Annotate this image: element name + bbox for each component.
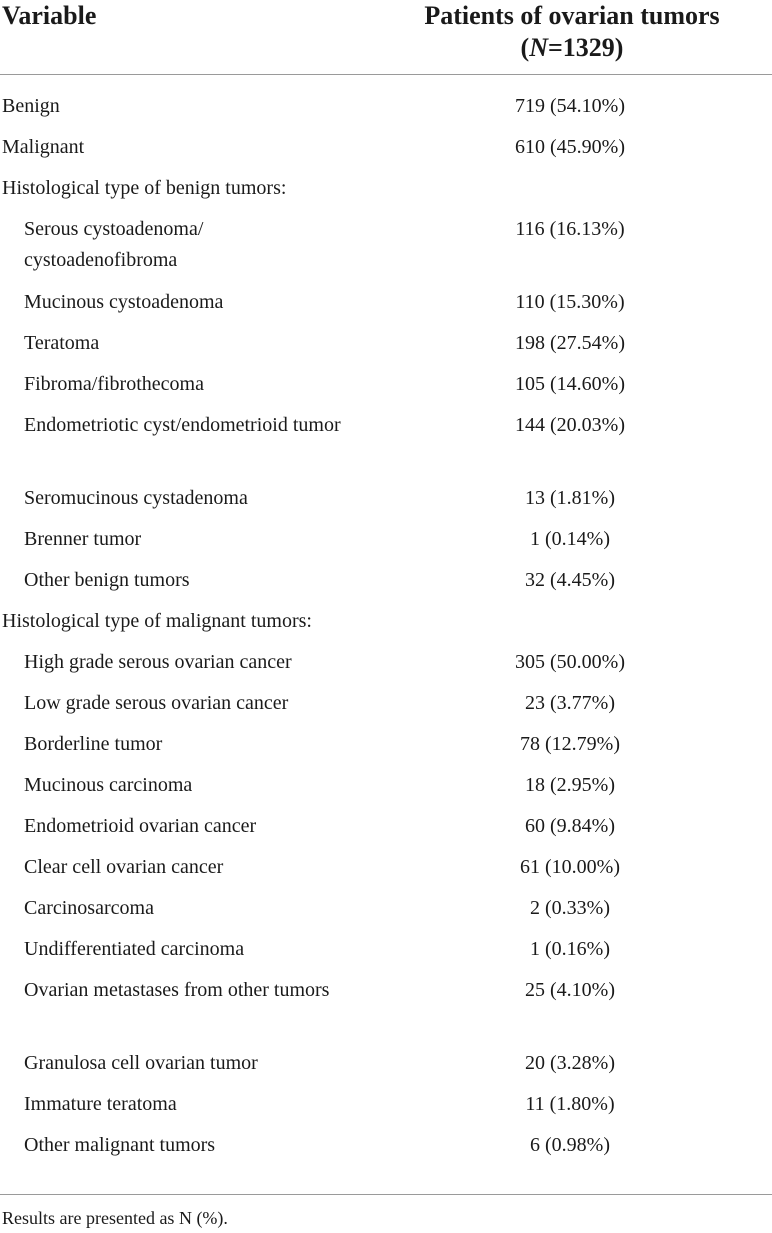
table-row	[0, 132, 772, 173]
row-label: Mucinous carcinoma	[24, 774, 193, 796]
table-row-subtype	[0, 975, 772, 1048]
table-row-subtype	[0, 565, 772, 606]
table-row-subtype	[0, 214, 772, 287]
row-value: 1 (0.14%)	[530, 528, 610, 550]
header-n-symbol: N	[529, 33, 548, 62]
row-value: 144 (20.03%)	[515, 414, 625, 436]
row-value: 2 (0.33%)	[530, 897, 610, 919]
row-value: 719 (54.10%)	[515, 95, 625, 117]
row-value: 198 (27.54%)	[515, 332, 625, 354]
table-row-subtype	[0, 328, 772, 369]
table-row-subtype	[0, 934, 772, 975]
table-row-subtype	[0, 287, 772, 328]
row-label: Histological type of malignant tumors:	[2, 610, 312, 632]
table-row-subtype	[0, 893, 772, 934]
header-column-n: (N=1329)	[520, 33, 624, 62]
table-row-subtype	[0, 811, 772, 852]
row-label: Serous cystoadenoma/ cystoadenofibroma	[24, 218, 204, 271]
table-row-subtype	[0, 1089, 772, 1130]
table-row-subtype	[0, 1048, 772, 1089]
row-value: 1 (0.16%)	[530, 938, 610, 960]
row-value: 60 (9.84%)	[525, 815, 615, 837]
row-label: Borderline tumor	[24, 733, 163, 755]
table-body	[0, 75, 772, 1171]
row-value: 61 (10.00%)	[520, 856, 620, 878]
header-variable: Variable	[2, 1, 97, 30]
row-label: Fibroma/fibrothecoma	[24, 373, 204, 395]
row-label: Endometrioid ovarian cancer	[24, 815, 257, 837]
table-row-subtype	[0, 483, 772, 524]
row-value: 20 (3.28%)	[525, 1052, 615, 1074]
row-value: 110 (15.30%)	[515, 291, 625, 313]
row-value: 116 (16.13%)	[515, 218, 625, 240]
row-value: 13 (1.81%)	[525, 487, 615, 509]
header-column-title: Patients of ovarian tumors	[424, 1, 720, 30]
row-value: 6 (0.98%)	[530, 1134, 610, 1156]
row-label: Ovarian metastases from other tumors	[24, 979, 330, 1001]
row-label: Undifferentiated carcinoma	[24, 938, 245, 960]
footer-divider	[0, 1194, 772, 1195]
row-value: 32 (4.45%)	[525, 569, 615, 591]
row-label: Benign	[2, 95, 60, 117]
row-value: 11 (1.80%)	[525, 1093, 615, 1115]
row-label: Other benign tumors	[24, 569, 190, 591]
table-row-subtype	[0, 729, 772, 770]
table-row-subtype	[0, 770, 772, 811]
table-header	[0, 0, 772, 75]
header-patients-column	[372, 0, 772, 64]
row-value: 610 (45.90%)	[515, 136, 625, 158]
table-row-subtype	[0, 1130, 772, 1171]
table-row-subtype	[0, 688, 772, 729]
row-value: 305 (50.00%)	[515, 651, 625, 673]
row-label: Brenner tumor	[24, 528, 142, 550]
table-row	[0, 91, 772, 132]
table-footnote: Results are presented as N (%).	[2, 1208, 228, 1228]
row-label: Low grade serous ovarian cancer	[24, 692, 289, 714]
row-label: Granulosa cell ovarian tumor	[24, 1052, 258, 1074]
row-label: High grade serous ovarian cancer	[24, 651, 292, 673]
row-label: Clear cell ovarian cancer	[24, 856, 224, 878]
row-label: Histological type of benign tumors:	[2, 177, 287, 199]
row-label: Mucinous cystoadenoma	[24, 291, 224, 313]
table-row-subtype	[0, 524, 772, 565]
row-value: 25 (4.10%)	[525, 979, 615, 1001]
row-label: Malignant	[2, 136, 85, 158]
table-row-subtype	[0, 852, 772, 893]
row-value: 78 (12.79%)	[520, 733, 620, 755]
row-label: Teratoma	[24, 332, 100, 354]
header-n-value: =1329	[547, 33, 615, 62]
table-row-subtype	[0, 410, 772, 483]
row-label: Carcinosarcoma	[24, 897, 154, 919]
row-label: Other malignant tumors	[24, 1134, 216, 1156]
row-value: 105 (14.60%)	[515, 373, 625, 395]
row-value: 23 (3.77%)	[525, 692, 615, 714]
table-row	[0, 173, 772, 214]
table-row-subtype	[0, 647, 772, 688]
table-row-subtype	[0, 369, 772, 410]
row-value: 18 (2.95%)	[525, 774, 615, 796]
row-label: Immature teratoma	[24, 1093, 177, 1115]
table-row	[0, 606, 772, 647]
row-label: Seromucinous cystadenoma	[24, 487, 248, 509]
row-label: Endometriotic cyst/endometrioid tumor	[24, 414, 341, 436]
